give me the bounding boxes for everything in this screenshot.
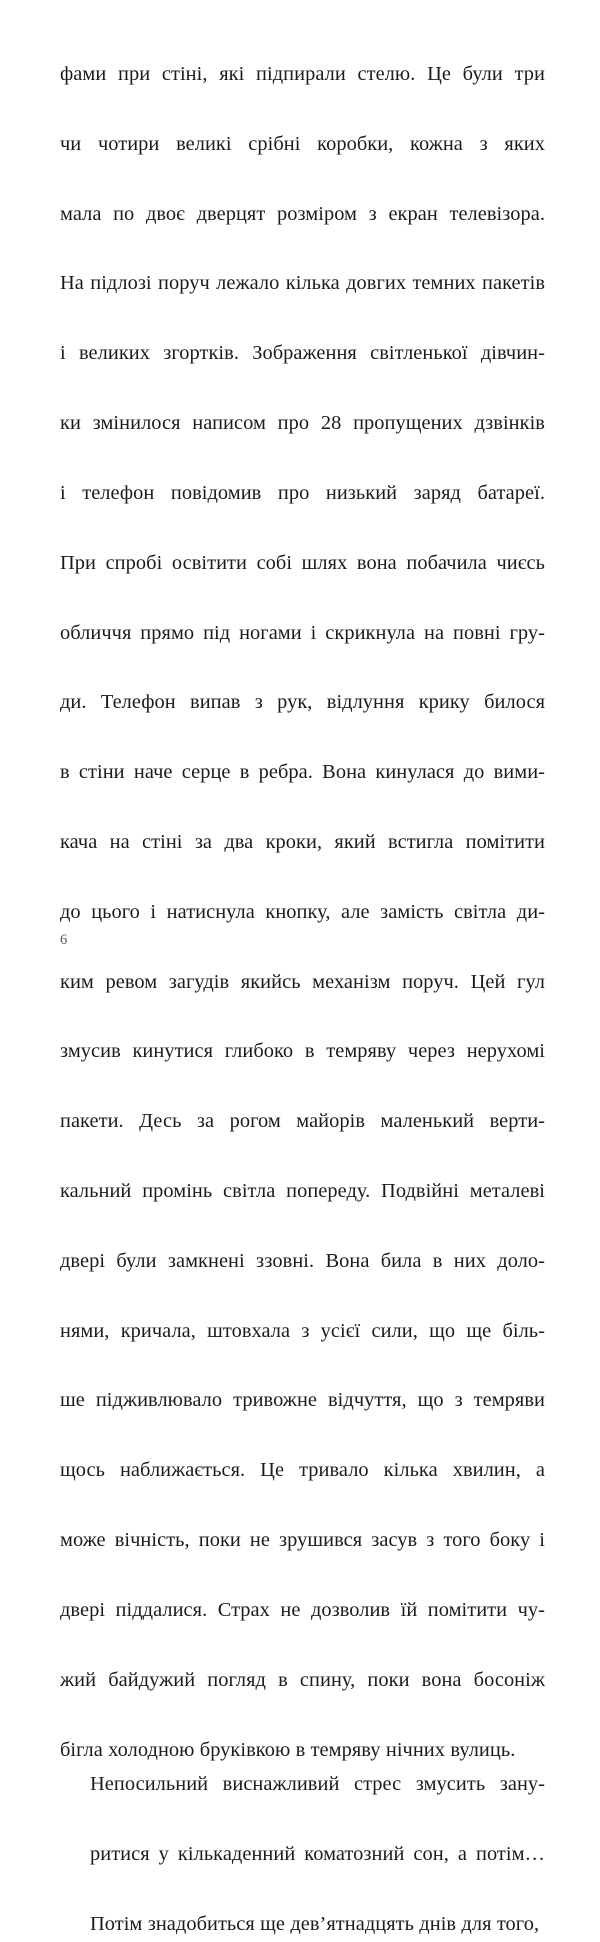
text-line: двері піддалися. Страх не дозволив їй помітити чу- (60, 1598, 545, 1621)
text-line: чи чотири великі срібні коробки, кожна з яких (60, 132, 545, 155)
text-line: Непосильний виснажливий стрес змусить зану- (90, 1773, 545, 1796)
text-line: обличчя прямо під ногами і скрикнула на повні гру- (60, 621, 545, 644)
paragraph-continuation (60, 57, 545, 1767)
text-line: нями, кричала, штовхала з усієї сили, що ще біль- (60, 1319, 545, 1342)
text-line: бігла холодною бруківкою в темряву нічних вулиць. (60, 1738, 516, 1761)
text-line: На підлозі поруч лежало кілька довгих темних пакетів (60, 272, 545, 295)
text-line: При спробі освітити собі шлях вона побачила чиєсь (60, 551, 545, 574)
text-line: кача на стіні за два кроки, який встигла помітити (60, 830, 545, 853)
text-line: може вічність, поки не зрушився засув з того боку і (60, 1529, 545, 1552)
paragraph-new (60, 1767, 545, 1942)
text-line: кальний промінь світла попереду. Подвійні металеві (60, 1180, 545, 1202)
text-line: ше підживлювало тривожне відчуття, що з темряви (60, 1389, 545, 1412)
text-line: ки змінилося написом про 28 пропущених дзвінків (60, 412, 545, 435)
text-line: і телефон повідомив про низький заряд батареї. (60, 481, 545, 504)
text-line: жий байдужий погляд в спину, поки вона босоніж (60, 1668, 545, 1691)
text-line: змусив кинутися глибоко в темряву через нерухомі (60, 1040, 545, 1063)
text-line: мала по двоє дверцят розміром з екран телевізора. (60, 202, 545, 225)
page-text-body (60, 57, 545, 1942)
page-number: 6 (60, 932, 68, 948)
text-line: Потім знадобиться ще дев’ятнадцять днів для того, (90, 1913, 540, 1936)
text-line: ди. Телефон випав з рук, відлуння крику билося (60, 691, 545, 714)
text-line: щось наближається. Це тривало кілька хвилин, а (60, 1459, 545, 1482)
text-line: ким ревом загудів якийсь механізм поруч. Цей гул (60, 970, 545, 993)
text-line: двері були замкнені ззовні. Вона била в них доло- (60, 1249, 545, 1272)
text-line: до цього і натиснула кнопку, але замість світла ди- (60, 900, 545, 923)
text-line: фами при стіні, які підпирали стелю. Це були три (60, 63, 545, 85)
text-line: пакети. Десь за рогом майорів маленький верти- (60, 1110, 545, 1133)
text-line: ритися у кількаденний коматозний сон, а потім… (90, 1843, 545, 1866)
text-line: і великих згортків. Зображення світленької дівчин- (60, 342, 545, 365)
text-line: в стіни наче серце в ребра. Вона кинулася до вими- (60, 761, 545, 784)
